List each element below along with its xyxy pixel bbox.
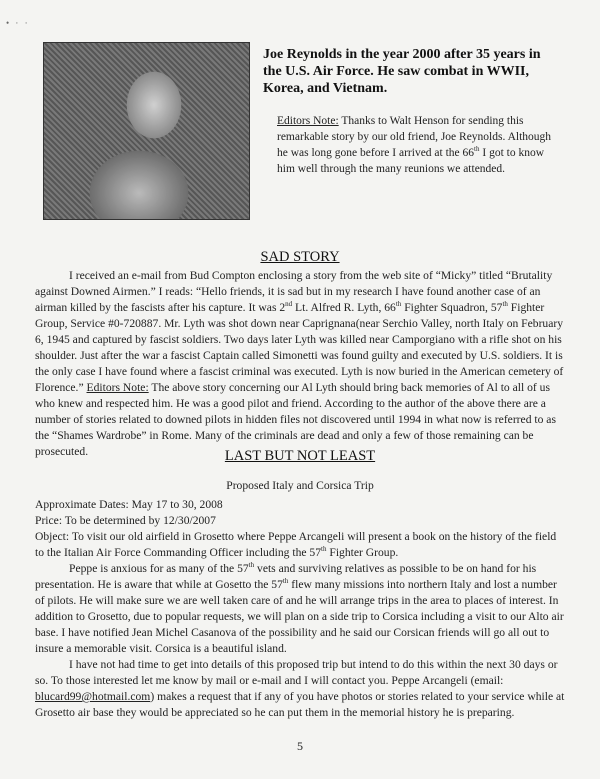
trip-para1-text-a: Peppe is anxious for as many of the 57 (69, 562, 249, 575)
trip-para2-text-a: I have not had time to get into details of this proposed trip but intend to do this within the next 30 days or so. To those interested let me know by mail or e-mail and I will contact you. Peppe Arcangeli (email: (35, 658, 558, 687)
trip-para1-sup-1: th (248, 561, 255, 570)
trip-objective-sup: th (321, 545, 327, 554)
trip-para2-text-b: ) makes a request that if any of you have photos or stories related to your service while at Grosetto air base they would be appreciated so he can put them in the memorial history he is preparing. (35, 690, 565, 719)
sad-story-text-5: The above story concerning our Al Lyth should bring back memories of Al to all of us who knew and respected him. He was a good pilot and friend. According to the author of the above there are a number of stories related to downed pilots in hidden files not discovered until 1994 in what now is referred to as the “Shames Wardrobe” in Rome. Many of the criminals are dead and only a few of those remaining can be prosecuted. (35, 381, 556, 458)
sad-story-editors-note-label: Editors Note: (86, 381, 149, 394)
portrait-photo (43, 42, 250, 220)
page-number: 5 (297, 739, 303, 753)
trip-objective-text-1: Object: To visit our old airfield in Grosetto where Peppe Arcangeli will present a book on the history of the field to the Italian Air Force Commanding Officer including the 57 (35, 530, 557, 559)
trip-paragraph-1 (35, 561, 568, 657)
sad-story-text-2: Lt. Alfred R. Lyth, 66 (292, 301, 396, 314)
sad-story-sup-1: nd (285, 300, 293, 309)
editors-note-sup: th (474, 145, 480, 154)
trip-objective (35, 529, 568, 561)
trip-price: Price: To be determined by 12/30/2007 (35, 514, 216, 527)
sad-story-text-1: I received an e-mail from Bud Compton enclosing a story from the web site of “Micky” titled “Brutality against Downed Airmen.” I reads: “Hello friends, it is sad but in my research I have found another case of an airman killed by the fascists after his capture. It was 2 (35, 269, 553, 314)
sad-story-heading: SAD STORY (260, 249, 340, 265)
photo-caption: Joe Reynolds in the year 2000 after 35 years in the U.S. Air Force. He saw combat in WWII, Korea, and Vietnam. (263, 47, 541, 96)
trip-para1-text-b: vets and surviving relatives as possible to be on hand for his presentation. He is aware that while at Gosetto the 57 (35, 562, 537, 591)
trip-subtitle: Proposed Italy and Corsica Trip (226, 479, 374, 492)
trip-para1-sup-2: th (282, 577, 289, 586)
sad-story-text-4: Fighter Group, Service #0-720887. Mr. Lyth was shot down near Caprignana(near Serchio Valley, north Italy on February 6, 1945 and captured by fascist soldiers. Two days later Lyth was killed near Camporgiano with a rifle shot on his shoulder. Just after the war a fascist Captain called Simonetti was found guilty and executed by U.S. soldiers. It is the only case I have found where a fascist criminal was executed. Lyth is now buried in the American cemetery of Florence.” (35, 301, 564, 394)
trip-dates: Approximate Dates: May 17 to 30, 2008 (35, 498, 223, 511)
sad-story-body (35, 268, 568, 460)
editors-note-label: Editors Note: (277, 115, 339, 127)
editors-note-text-2: I got to know him well through the many reunions we attended. (277, 147, 545, 175)
trip-para1-text-c: flew many missions into northern Italy and lost a number of pilots. He will make sure we are well taken care of and he will arrange trips in the area to places of interest. In addition to Grosetto, due to popular requests, we will plan on a side trip to Corsica including a visit to our Alto air base. I have notified Jean Michel Casanova of the possibility and he said our Corsican friends will go all out to insure a memorable visit. Corsica is a beautiful island. (35, 578, 564, 655)
sad-story-sup-3: th (502, 300, 508, 309)
sad-story-sup-2: th (395, 300, 402, 309)
last-but-not-least-heading: LAST BUT NOT LEAST (224, 448, 376, 464)
sad-story-text-3: Fighter Squadron, 57 (401, 301, 503, 314)
editors-note-text-1: Thanks to Walt Henson for sending this remarkable story by our old friend, Joe Reynolds. Although he was long gone before I arrived at the 66 (277, 115, 552, 159)
trip-objective-text-2: Fighter Group. (326, 546, 399, 559)
scan-specks: • · · (6, 18, 30, 28)
email-link[interactable]: blucard99@hotmail.com (35, 690, 151, 703)
trip-paragraph-2 (35, 657, 568, 721)
trip-details (35, 497, 568, 721)
editors-note-intro (277, 113, 562, 177)
